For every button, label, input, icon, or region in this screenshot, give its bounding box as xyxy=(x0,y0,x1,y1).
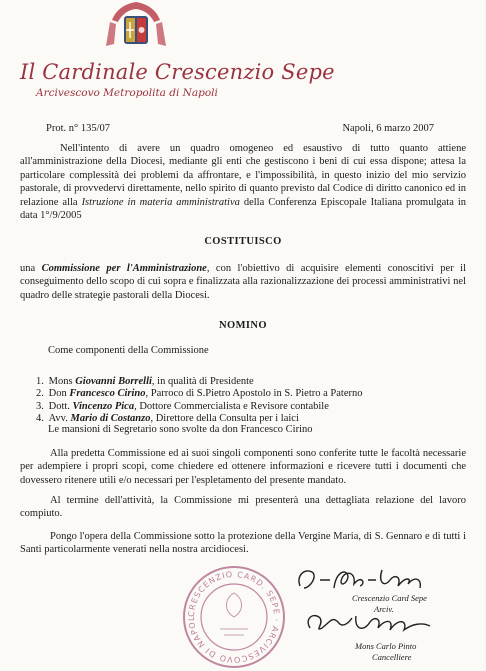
commission-name: Commissione per l'Amministrazione xyxy=(41,263,207,274)
member-name: Mario di Costanzo xyxy=(70,412,151,424)
member-title: Avv. xyxy=(48,412,68,424)
seal-text: CRESCENZIO CARD. SEPE · ARCIVESCOVO DI NAPOL xyxy=(186,569,282,665)
member-role: , Direttore della Consulta per i laici xyxy=(150,412,299,424)
official-seal-stamp xyxy=(180,563,288,671)
powers-paragraph: Alla predetta Commissione ed ai suoi singoli componenti sono conferite tutte le facoltà necessarie per adempiere i propri scopi, come chiedere ed ottenere informazioni e ricevere tutti i documenti che dovessero ritenere utili e/o necessari per l'espletamento del presente mandato. xyxy=(20,448,466,486)
commission-paragraph xyxy=(20,262,466,302)
member-name: Vincenzo Pica xyxy=(72,400,135,412)
list-item xyxy=(36,388,466,400)
commission-text-start: una xyxy=(20,263,42,274)
intro-paragraph xyxy=(20,142,466,222)
members-intro: Come componenti della Commissione xyxy=(48,345,209,356)
document-date: Napoli, 6 marzo 2007 xyxy=(342,123,434,134)
member-role: , Parroco di S.Pietro Apostolo in S. Pietro a Paterno xyxy=(145,388,363,400)
chancellor-name: Mons Carlo Pinto xyxy=(355,641,417,651)
member-number: 4. xyxy=(36,412,44,424)
member-role: , in qualità di Presidente xyxy=(151,376,254,387)
commission-text-end: , con l'obiettivo di acquisire elementi conoscitivi per il conseguimento dello scopo di cui sopra e finalizzata alla razionalizzazione dei processi amministrativi nel quadro delle strategie pastorali della Diocesi. xyxy=(20,263,466,301)
letterhead-name: Il Cardinale Crescenzio Sepe xyxy=(20,60,335,84)
member-role: , Dottore Commercialista e Revisore contabile xyxy=(134,400,329,412)
heading-costituisco: COSTITUISCO xyxy=(204,236,282,247)
intro-text-end: della Conferenza Episcopale Italiana promulgata in data 1°/9/2005 xyxy=(20,196,466,222)
signatory-name: Crescenzio Card Sepe xyxy=(352,593,427,603)
heading-nomino: NOMINO xyxy=(219,320,267,331)
intro-text: Nell'intento di avere un quadro omogeneo ed esaustivo di tutto quanto attiene all'amministrazione della Diocesi, mediante gli enti che gestiscono i beni di cui essa dispone; attesa la particolare complessità dei problemi da affrontare, e l'impossibilità, in questo inizio del mio servizio pastorale, di provvedervi direttamente, nello spirito di quanto previsto dal Codice di diritto canonico ed in relazione alla xyxy=(20,143,466,208)
member-title: Don xyxy=(48,388,67,400)
member-name: Giovanni Borrelli xyxy=(75,376,152,387)
coat-of-arms-icon xyxy=(104,0,168,52)
member-number: 3. xyxy=(36,400,44,412)
list-item xyxy=(36,376,466,388)
member-title: Dott. xyxy=(48,400,70,412)
protocol-number: Prot. n° 135/07 xyxy=(46,123,110,134)
report-paragraph: Al termine dell'attività, la Commissione mi presenterà una dettagliata relazione del lavoro compiuto. xyxy=(20,495,466,520)
member-title: Mons xyxy=(48,376,73,387)
secretary-line: Le mansioni di Segretario sono svolte da don Francesco Cirino xyxy=(48,424,313,435)
protection-paragraph: Pongo l'opera della Commissione sotto la protezione della Vergine Maria, di S. Gennaro e di tutti i Santi particolarmente venerati nella nostra arcidiocesi. xyxy=(20,531,466,556)
signatory-role: Arciv. xyxy=(374,604,394,614)
member-name: Francesco Cirino xyxy=(69,388,146,400)
member-number: 2. xyxy=(36,388,44,400)
chancellor-role: Cancelliere xyxy=(372,652,412,662)
member-number: 1. xyxy=(36,376,44,387)
letterhead-subtitle: Arcivescovo Metropolita di Napoli xyxy=(36,87,218,99)
list-item xyxy=(36,401,466,413)
intro-italic: Istruzione in materia amministrativa xyxy=(81,196,240,208)
member-list xyxy=(36,376,466,425)
